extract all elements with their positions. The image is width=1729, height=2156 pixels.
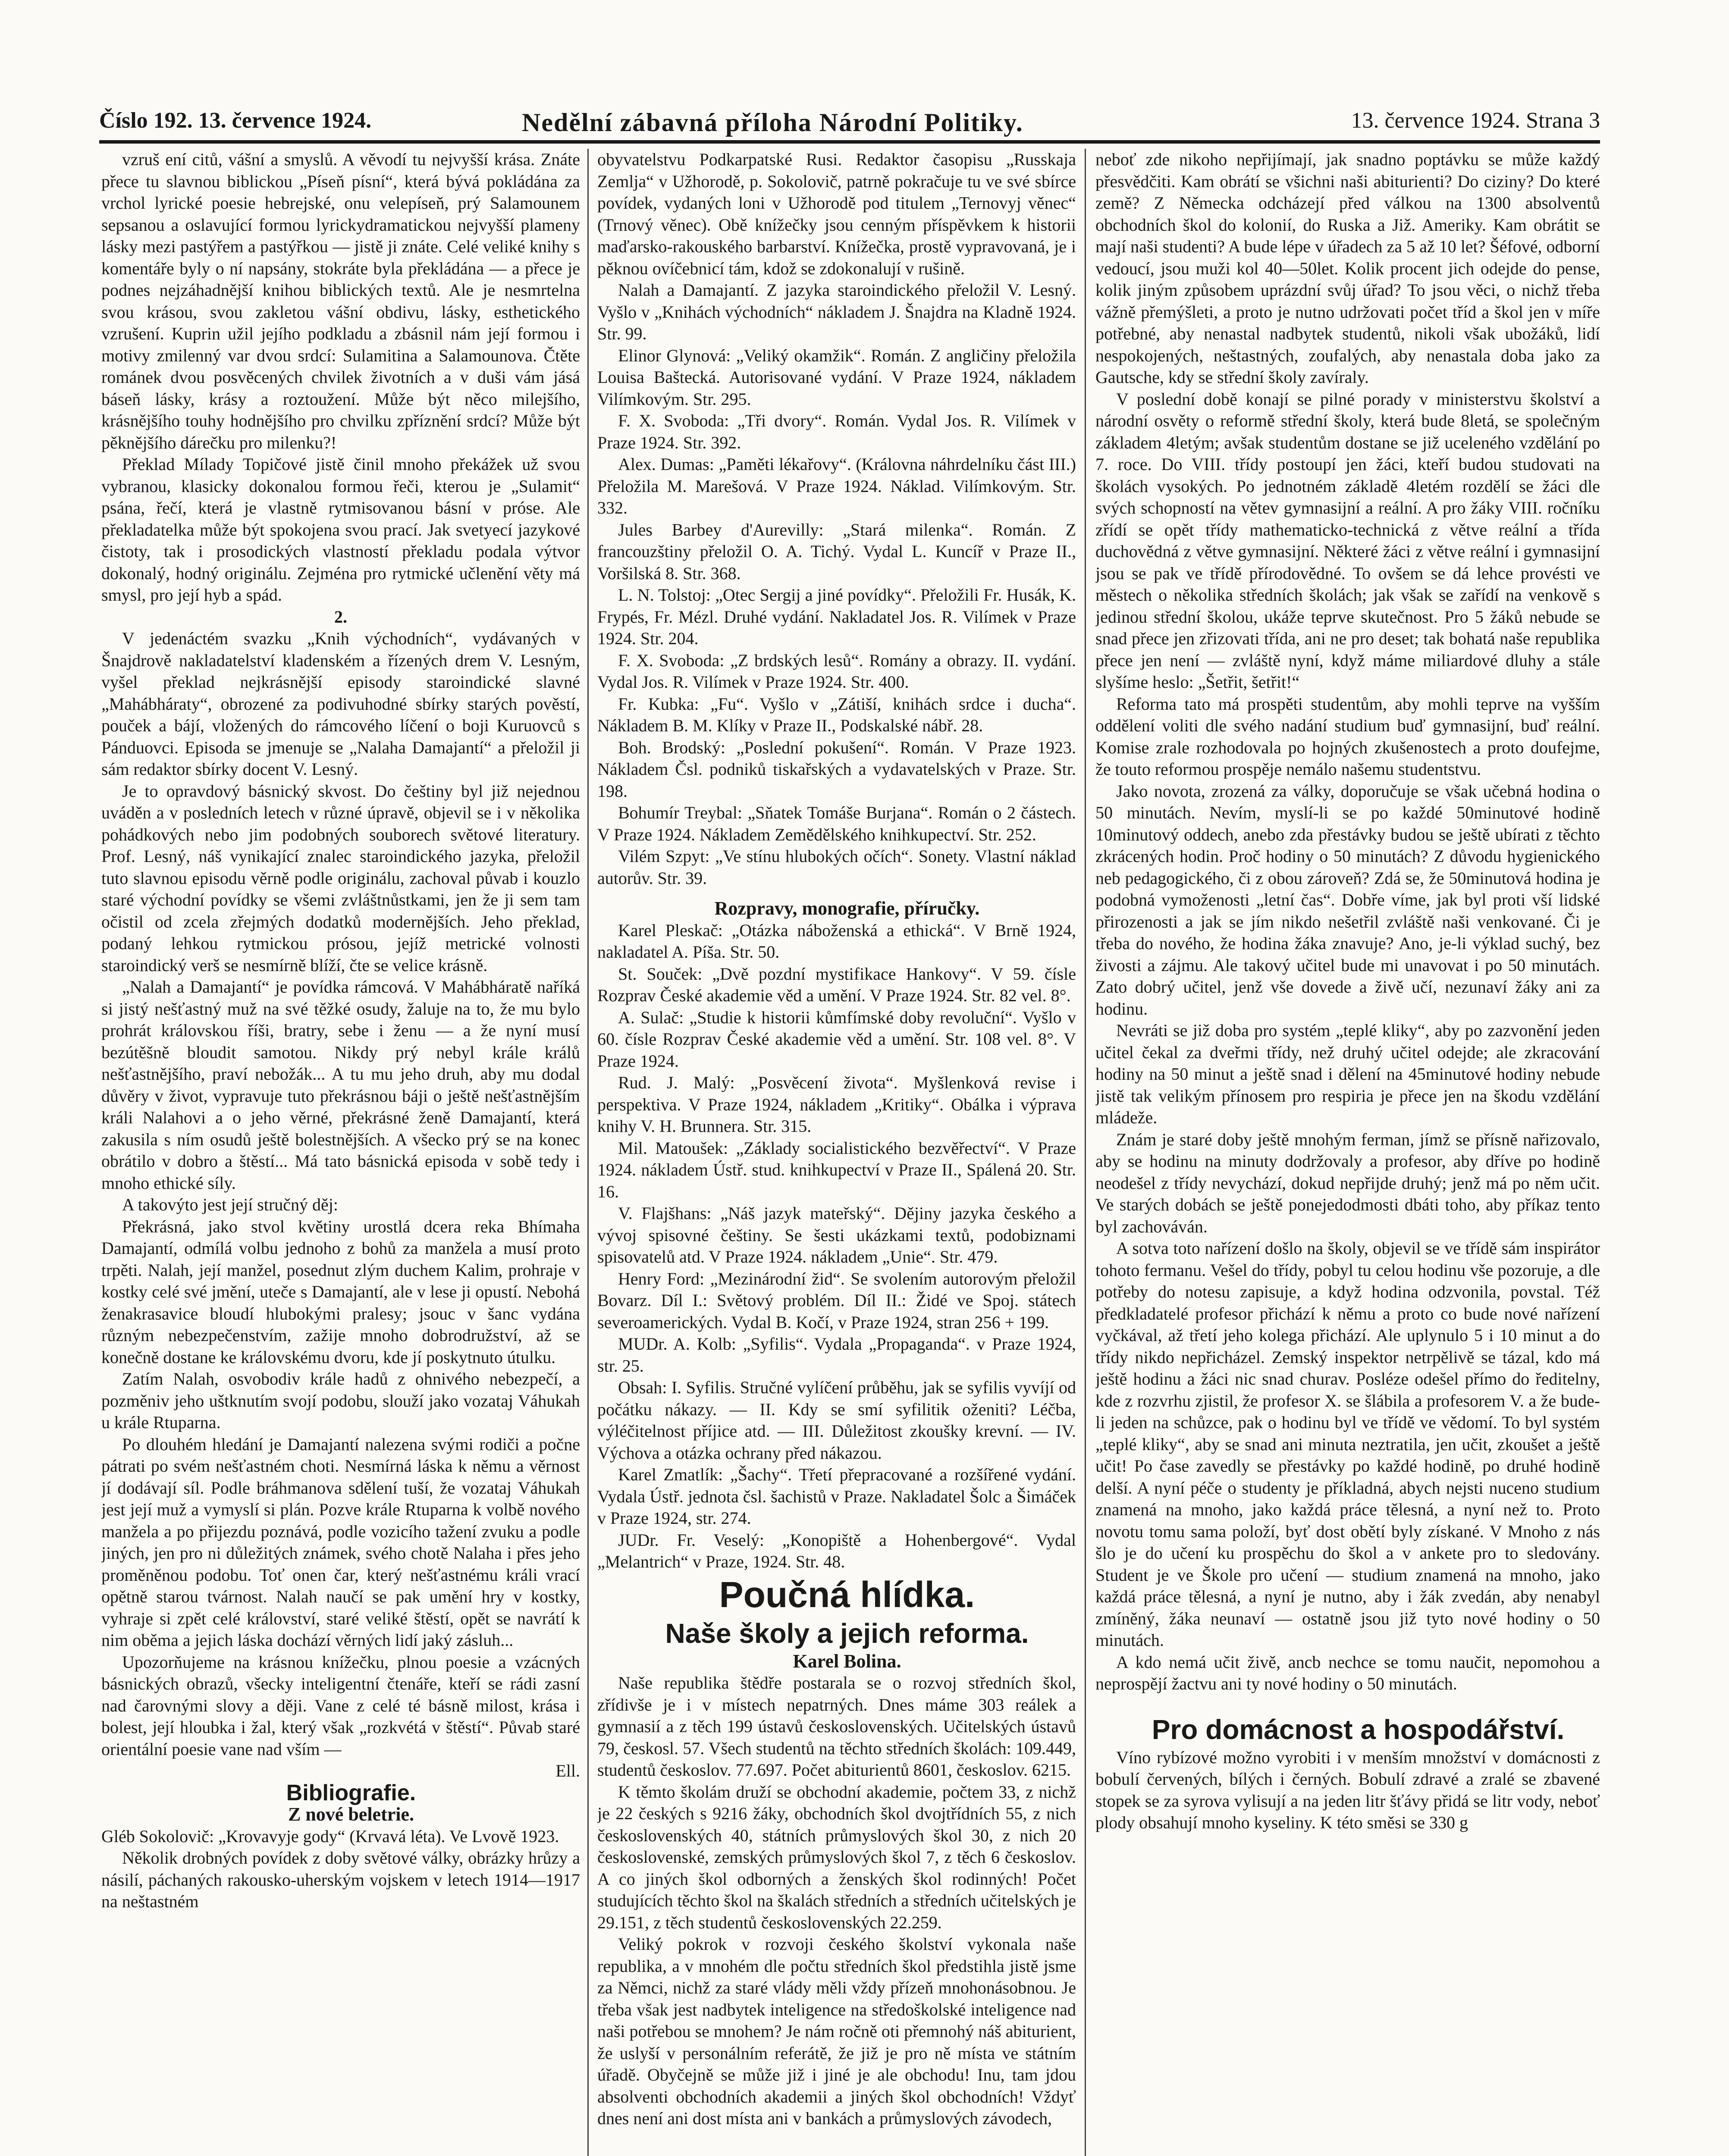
bibliography-entry: Karel Zmatlík: „Šachy“. Třetí přepracované a rozšířené vydání. Vydala Ústř. jednota čsl. šachistů v Praze. Nakladatel Šolc a Šimáček v Praze 1924, str. 274. bbox=[597, 1465, 1076, 1528]
bibliography-entry: A. Sulač: „Studie k historii kůmfímské doby revoluční“. Vyšlo v 60. čísle Rozprav České akademie věd a umění. Str. 108 vel. 8°. V Praze 1924. bbox=[597, 1007, 1076, 1071]
paragraph: obyvatelstvu Podkarpatské Rusi. Redaktor časopisu „Russkaja Zemlja“ v Užhorodě, p. Sokolovič, patrně pokračuje tu ve své sbírce povídek, vydaných loni v Užhorodě pod titulem „Ternovyj věnec“ (Trnový věnec). Obě knížečky jsou cenným příspěvkem k historii maďarsko-rakouského barbarství. Knížečka, prostě vypravovaná, je i pěknou ovíčebnicí tám, kdož se zdokonalují v rušině. bbox=[597, 150, 1076, 278]
issue-info: Číslo 192. 13. července 1924. bbox=[99, 108, 372, 133]
paragraph: Reforma tato má prospěti studentům, aby mohli teprve na vyšším oddělení voliti dle svého nadání studium buď gymnasijní, buď reální. Komise zrale rozhodovala po hojných zkušenostech a proto doufejme, že touto reformou prospěje nemálo našemu studentstvu. bbox=[1095, 694, 1600, 779]
bibliography-entry: L. N. Tolstoj: „Otec Sergij a jiné povídky“. Přeložili Fr. Husák, K. Frypés, Fr. Mézl. Druhé vydání. Nakladatel Jos. R. Vilímek v Praze 1924. Str. 204. bbox=[597, 585, 1076, 648]
bibliography-entry: Rud. J. Malý: „Posvěcení života“. Myšlenková revise i perspektiva. V Praze 1924, nákladem „Kritiky“. Obálka i výprava knihy V. H. Brunnera. Str. 315. bbox=[597, 1073, 1076, 1136]
paragraph: A kdo nemá učit živě, ancb nechce se tomu naučit, nepomohou a neprospějí žactvu ani ty nové hodiny o 50 minutách. bbox=[1095, 1652, 1600, 1693]
page-number: 13. července 1924. Strana 3 bbox=[1351, 108, 1600, 133]
bibliography-entry: Boh. Brodský: „Poslední pokušení“. Román. V Praze 1923. Nákladem Čsl. podniků tiskařských a vydavatelských v Praze. Str. 198. bbox=[597, 737, 1076, 801]
page-header bbox=[99, 108, 1600, 138]
paragraph: A sotva toto nařízení došlo na školy, objevil se ve třídě sám inspirátor tohoto fermanu. Vešel do třídy, pobyl tu celou hodinu vše pozoruje, a dle potřeby do notesu zapisuje, a když hodina odzvonila, povstal. Též předkladatelé profesor přichází k němu a proto co bude nové nařízení vyčkával, až třetí jeho kolega přichází. Ale uplynulo 5 i 10 minut a do třídy nikdo nepřicházel. Zemský inspektor netrpělivě se tázal, kdo má ještě hodinu a žáci nic snad churav. Posléze odešel přímo do ředitelny, kde z rozvrhu zjistil, že profesor X. se šlábila a profesorem V. a že bude-li jeden na schůzce, pak o hodinu byl ve třídě ve vědomí. To byl systém „teplé kliky“, aby se snad ani minuta neztratila, jen učit, zkoušet a ještě učit! Po čase zavedly se přestávky po každé hodině, po druhé hodině delší. A nyní péče o studenty je příkladná, abych nejsti nuceno studium znamená na mnoho, jako každá práce tělesná, a nyní než to. Proto novotu tomu sama položí, byť dost obětí byly získané. V Mnoho z nás šlo je do učení ku prospěchu do škol a v ankete pro to sledovány. Student je ve Škole pro učení — studium znamená na mnoho, jako každá práce tělesná, a nyní je nutno, aby i žák zvedán, aby nenabyl zmíněný, žáka neunaví — ostatně jsou již tyto nové hodiny o 50 minutách. bbox=[1095, 1238, 1600, 1650]
paragraph: Nevráti se již doba pro systém „teplé kliky“, aby po zazvonění jeden učitel čekal za dveřmi třídy, než druhý učitel odejde; ale zkracování hodiny na 50 minut a ještě snad i dělení na 45minutové hodiny nebude jistě tak velikým přínosem pro respiria je přece jen na škodu vzdělání mládeže. bbox=[1095, 1021, 1600, 1127]
section-title-domacnost: Pro domácnost a hospodářství. bbox=[1152, 1714, 1565, 1745]
bibliography-entry: Gléb Sokolovič: „Krovavyje gody“ (Krvavá léta). Ve Lvově 1923. bbox=[101, 1826, 559, 1846]
paragraph: K těmto školám druží se obchodní akademie, počtem 33, z nichž je 22 českých s 9216 žáky, obchodních škol dvojtřídních 55, z nich československých 40, státních průmyslových škol 30, z nich 20 československé, zemských průmyslových škol 7, z těch 6 českoslov. A co jiných škol odborných a ženských škol rodinných! Počet studujících těchto škol na škalách středních a středních učitelských je 29.151, z těch studentů československých 22.259. bbox=[597, 1782, 1076, 1932]
bibliography-entry: F. X. Svoboda: „Tři dvory“. Román. Vydal Jos. R. Vilímek v Praze 1924. Str. 392. bbox=[597, 411, 1076, 452]
bibliography-entry: Elinor Glynová: „Veliký okamžik“. Román. Z angličiny přeložila Louisa Baštecká. Autorisované vydání. V Praze 1924, nákladem Vilímkovým. Str. 295. bbox=[597, 345, 1076, 409]
section-subheading: Rozpravy, monografie, příručky. bbox=[714, 898, 980, 919]
article-title: Naše školy a jejich reforma. bbox=[665, 1617, 1029, 1649]
paragraph: Překlad Mílady Topičové jistě činil mnoho překážek už svou vybranou, klasicky dokonalou formou řeči, kterou je „Sulamit“ psána, řečí, která je vlastně rytmisovanou básní v próse. Ale překladatelka může být spokojena svou prací. Jak svetyecí jazykové čistoty, tak i prosodických vlastností překladu podala výtvor dokonalý, hodný originálu. Zejména pro rytmické učlenění věty má smysl, pro její hyb a spád. bbox=[101, 454, 580, 605]
header-rule bbox=[99, 140, 1600, 144]
bibliography-entry: Karel Pleskač: „Otázka náboženská a ethická“. V Brně 1924, nakladatel A. Píša. Str. 50. bbox=[597, 920, 1076, 962]
bibliography-entry: Bohumír Treybal: „Sňatek Tomáše Burjana“. Román o 2 částech. V Praze 1924. Nákladem Zemědělského knihkupectví. Str. 252. bbox=[597, 803, 1076, 844]
bibliography-entry: JUDr. Fr. Veselý: „Konopiště a Hohenbergové“. Vydal „Melantrich“ v Praze, 1924. Str. 48. bbox=[597, 1530, 1076, 1571]
paragraph: Naše republika štědře postarala se o rozvoj středních škol, zřídivše je i v místech nepatrných. Dnes máme 303 reálek a gymnasií a z těch 199 ústavů československých. Učitelských ústavů 79, českosl. 57. Všech studentů na těchto středních školách: 109.449, studentů českoslov. 77.697. Počet abiturientů 8601, českoslov. 6215. bbox=[597, 1673, 1076, 1780]
publication-title: Nedělní zábavná příloha Národní Politiky. bbox=[522, 108, 1023, 137]
bibliography-entry: Mil. Matoušek: „Základy socialistického bezvěřectví“. V Praze 1924. nákladem Ústř. stud. knihkupectví v Praze II., Spálená 20. Str. 16. bbox=[597, 1138, 1076, 1201]
paragraph: vzruš ení citů, vášní a smyslů. A věvodí tu nejvyšší krása. Znáte přece tu slavnou biblickou „Píseň písní“, která bývá pokládána za vrchol lyrické poesie hebrejské, onu velepíseň, prý Salamounem sepsanou a oslavující formou lyrickydramatickou nejvyšší plameny lásky mezi pastýřem a pastýřkou — jistě ji znáte. Celé veliké knihy s komentáře byly o ní napsány, stokráte byla překládána — a přece je podnes nejzáhadnější knihou biblických textů. Ale je nesmrtelna svou krásou, svou zakletou vášní obdivu, lásky, esthetického vzrušení. Kuprin užil jejího podkladu a zbásnil nám její formou i motivy zmilenný var dvou srdcí: Sulamitina a Salamounova. Čtěte románek dvou posvěcených chvilek životních a v duši vám jásá báseň lásky, krásy a roztoužení. Může být něco milejšího, krásnějšího touhy hodnějšího pro chvilku zpříznění srdcí? Může být pěknějšího dárečku pro milenku?! bbox=[101, 150, 580, 452]
paragraph: Zatím Nalah, osvobodiv krále hadů z ohnivého nebezpečí, a pozměniv jeho uštknutím svojí podobu, slouží jako vozataj Váhukah u krále Rtuparna. bbox=[101, 1369, 580, 1432]
bibliography-entry: V. Flajšhans: „Náš jazyk mateřský“. Dějiny jazyka českého a vývoj spisovné češtiny. Se šesti ukázkami textů, podobiznami spisovatelů atd. V Praze 1924. nákladem „Unie“. Str. 479. bbox=[597, 1203, 1076, 1266]
paragraph: Několik drobných povídek z doby světové války, obrázky hrůzy a násilí, páchaných rakousko-uherským vojskem v letech 1914—1917 na neštastném bbox=[101, 1848, 580, 1911]
bibliography-entry: MUDr. A. Kolb: „Syfilis“. Vydala „Propaganda“. v Praze 1924, str. 25. bbox=[597, 1334, 1076, 1376]
bibliography-entry: Henry Ford: „Mezinárodní žid“. Se svolením autorovým přeložil Bovarz. Díl I.: Světový problém. Díl II.: Židé ve Spoj. státech severoamerických. Vydal B. Kočí, v Praze 1924, stran 256 + 199. bbox=[597, 1269, 1076, 1332]
paragraph: A takovýto jest její stručný děj: bbox=[122, 1195, 339, 1214]
section-heading-bibliography: Bibliografie. bbox=[286, 1780, 416, 1805]
section-title-poucna-hlidka: Poučná hlídka. bbox=[719, 1574, 975, 1615]
column-3 bbox=[1095, 149, 1600, 2156]
paragraph: V jedenáctém svazku „Knih východních“, vydávaných v Šnajdrově nakladatelství kladenském a řízených drem V. Lesným, vyšel překlad nejkrásnější episody staroindické slavné „Mahábháraty“, obrozené za podivuhodné sbírky starých pověstí, pouček a bájí, vložených do rámcového líčení o boji Kuruovců s Pánduovci. Episoda se jmenuje se „Nalaha Damajantí“ a přeložil ji sám redaktor sbírky docent V. Lesný. bbox=[101, 629, 580, 779]
paragraph: Je to opravdový básnický skvost. Do češtiny byl již nejednou uváděn a v posledních letech v různé úpravě, objevil se i v několika pohádkových nebo jim podobných souborech světové literatury. Prof. Lesný, náš vynikající znalec staroindického jazyka, přeložil tuto slavnou episodu věrně podle originálu, zachoval půvab i kouzlo staré východní povídky se všemi zvláštnůstkami, jen že ji sem tam očistil od zcela zřejmých dodatků modernějších. Jeho překlad, podaný lehkou rytmickou prósou, jejíž metrické volnosti staroindický verš se nesmírně blíží, čte se velice krásně. bbox=[101, 781, 580, 975]
paragraph: Znám je staré doby ještě mnohým ferman, jímž se přísně nařizovalo, aby se hodinu na minuty dodržovaly a profesor, aby dříve po hodině neodešel z třídy nevychází, dokud nepřijde druhý; jenž má po něm učit. Ve starých dobách se ještě ponejedodmosti dbáti toho, aby příkaz tento byl zachováván. bbox=[1095, 1129, 1600, 1236]
article-author: Karel Bolina. bbox=[793, 1650, 901, 1672]
bibliography-entry: F. X. Svoboda: „Z brdských lesů“. Romány a obrazy. II. vydání. Vydal Jos. R. Vilímek v Praze 1924. Str. 400. bbox=[597, 650, 1076, 692]
section-subheading: Z nové beletrie. bbox=[288, 1804, 414, 1825]
column-divider bbox=[1085, 149, 1086, 2156]
bibliography-entry: Nalah a Damajantí. Z jazyka staroindického přeložil V. Lesný. Vyšlo v „Knihách východních“ nákladem J. Šnajdra na Kladně 1924. Str. 99. bbox=[597, 280, 1076, 343]
paragraph: Po dlouhém hledání je Damajantí nalezena svými rodiči a počne pátrati po svém nešťastném choti. Nesmírná láska k němu a věrnost jí dodávají síl. Podle bráhmanova sdělení tuší, že vozataj Váhukah jest její muž a vymyslí si plán. Pozve krále Rtuparna k volbě nového manžela a po přijezdu poznává, podle vozicího tažení zvuku a podle jiných, jen pro ni důležitých známek, svého chotě Nalaha i přes jeho proměněnou podobu. Toť onen čar, který nešťastnému králi vrací opětně starou tvárnost. Nalah naučí se pak umění hry v kostky, vyhraje si zpět celé království, staré veliké štěstí, opět se navrátí k nim oběma a jejich láska dochází věrných lidí jaký zásluh... bbox=[101, 1434, 580, 1650]
section-number: 2. bbox=[334, 607, 347, 627]
paragraph: „Nalah a Damajantí“ je povídka rámcová. V Mahábháratě naříká si jistý nešťastný muž na své těžké osudy, žaluje na to, že mu bylo prohrát královskou říši, bratry, sebe i ženu — a že nyní musí bezútěšně bloudit samotou. Nikdy prý nebyl krále králů nešťastnějšího, praví nebožák... A tu mu jeho druh, aby mu dodal důvěry v život, vypravuje tuto překrásnou báji o ještě nešťastnějším králi Nalahovi a o jeho věrné, překrásné ženě Damajantí, která zakusila s ním osudů ještě bolestnějších. A všecko prý se na konec obrátilo v dobro a štěstí... Má tato básnická episoda v sobě tedy i mnoho ethické síly. bbox=[101, 977, 580, 1193]
bibliography-entry: Vilém Szpyt: „Ve stínu hlubokých očích“. Sonety. Vlastní náklad autorův. Str. 39. bbox=[597, 846, 1076, 888]
column-divider bbox=[587, 149, 589, 2156]
bibliography-entry: Alex. Dumas: „Paměti lékařovy“. (Královna náhrdelníku část III.) Přeložila M. Marešová. V Praze 1924. Náklad. Vilímkovým. Str. 332. bbox=[597, 454, 1076, 517]
signature: Ell. bbox=[555, 1761, 580, 1780]
paragraph: V poslední době konají se pilné porady v ministerstvu školství a národní osvěty o reformě střední školy, která bude 8letá, se společným základem 4letým; avšak studentům dostane se již uceleného vzdělání po 7. roce. Do VIII. třídy postoupí jen žáci, kteří budou studovati na školách vysokých. Po jednotném základě 4letém rozdělí se žáci dle svých schopností na větev gymnasijní a reální. A pro žáky VIII. ročníku zřídí se opět třídy mathematicko-technická z větve reální a třída duchovědná z větve gymnasijní. Některé žáci z větve reální i gymnasijní jsou se pak ve třídě přírodovědné. To ovšem se dá lehce provésti ve městech o několika středních školách; jak však se zařídí na venkově s jedinou střední školou, ukáže teprve skutečnost. Pro 5 žáků nebude se snad přece jen zřizovati třída, ani ne pro deset; tak bohatá naše republika přece jen není — zvláště nyní, když máme miliardové dluhy a stále slyšíme heslo: „Šetřit, šetřit!“ bbox=[1095, 389, 1600, 692]
paragraph: Upozorňujeme na krásnou knížečku, plnou poesie a vzácných básnických obrazů, všecky inteligentní čtenáře, kteří se rádi zasní nad čarovnými slovy a ději. Vane z celé té básně milost, krása i bolest, její hloubka i žal, který však „rozkvétá v štěstí“. Půvab staré orientální poesie vane nad vším — bbox=[101, 1652, 580, 1759]
paragraph: Veliký pokrok v rozvoji českého školství vykonala naše republika, a v mnohém dle počtu středních škol předstihla jistě jsme za Němci, nichž za staré vlády měli vždy přízeň mnohonásobnou. Je třeba však jest nadbytek inteligence na středoškolské inteligence nad naši potřebou se mnohem? Je nám ročně oti přemnohý náš abiturient, že uslyší v personálním referátě, že již je pro ně místa ve státním úřadě. Obyčejně se může již i jiné je ale obchodu! Inu, tam jdou absolventi obchodních akademii a jiných škol obchodních! Vždyť dnes není ani dost místa ani v bankách a průmyslových závodech, bbox=[597, 1934, 1076, 2128]
paragraph: Překrásná, jako stvol květiny urostlá dcera reka Bhímaha Damajantí, odmílá volbu jednoho z bohů za manžela a musí proto trpěti. Nalah, její manžel, posednut zlým duchem Kalim, prohraje v kostky celé své jmění, uteče s Damajantí, ale v lese ji opustí. Nebohá ženakrasavice bloudí hlubokými pralesy; jsouc v šanc vydána různým nebezpečenstvím, zažije mnoho dobrodružství, až se konečně dostane ke královskému dvoru, kde jí poskytnuto útulku. bbox=[101, 1216, 580, 1367]
bibliography-entry: Fr. Kubka: „Fu“. Vyšlo v „Zátiší, knihách srdce i ducha“. Nákladem B. M. Klíky v Praze II., Podskalské nábř. 28. bbox=[597, 694, 1076, 735]
paragraph: Obsah: I. Syfilis. Stručné vylíčení průběhu, jak se syfilis vyvíjí od počátku nákazy. — II. Kdy se smí syfilitik oženiti? Léčba, výléčitelnost příjice atd. — III. Důležitost zkoušky krevní. — IV. Výchova a otázka ochrany před nákazou. bbox=[597, 1378, 1076, 1463]
paragraph: Jako novota, zrozená za války, doporučuje se však učebná hodina o 50 minutách. Nevím, myslí-li se po každé 50minutové hodině 10minutový oddech, anebo zda přestávky budou se ještě ubírati z těchto zkrácených hodin. Proč hodiny o 50 minutách? Z důvodu hygienického neb pedagogického, či z obou zároveň? Zdá se, že 50minutová hodina je podobná vymoženosti „letní čas“. Dobře víme, jak byl proti vší lidské přirozenosti a jak se jím nikdo nešetřil zvláště naši venkované. Či je třeba do nového, že hodina žáka znavuje? Ano, je-li výklad suchý, bez živosti a zájmu. Ale takový učitel bude mi unavovat i po 50 minutách. Zato dobrý učitel, jenž vše dovede a živě učí, nezunaví žáky ani za hodinu. bbox=[1095, 781, 1600, 1018]
column-2 bbox=[597, 149, 1076, 2156]
paragraph: neboť zde nikoho nepřijímají, jak snadno poptávku se může každý přesvědčiti. Kam obrátí se všichni naši abiturienti? Do ciziny? Do které země? Z Německa odcházejí před válkou na 1300 absolventů obchodních škol do kolonií, do Ruska a Již. Ameriky. Kam obrátit se mají naši studenti? A bude lépe v úřadech za 5 až 10 let? Šéfové, odborní vedoucí, jsou muži kol 40—50let. Kolik procent jich odejde do pense, kolik jiným způsobem uprázdní svůj úřad? To jsou věci, o nichž třeba vážně přemýšleti, a proto je nutno udržovati počet tříd a škol jen v míře potřebné, aby nenastal nadbytek studentů, nikoli však ubožáků, lidí nespokojených, neštastných, zoufalých, aby nenastala doba jako za Gautsche, kdy se střední školy zavíraly. bbox=[1095, 150, 1600, 387]
column-1 bbox=[101, 149, 580, 2156]
bibliography-entry: Jules Barbey d'Aurevilly: „Stará milenka“. Román. Z francouzštiny přeložil O. A. Tichý. Vydal L. Kuncíř v Praze II., Voršilská 8. Str. 368. bbox=[597, 520, 1076, 583]
bibliography-entry: St. Souček: „Dvě pozdní mystifikace Hankovy“. V 59. čísle Rozprav České akademie věd a umění. V Praze 1924. Str. 82 vel. 8°. bbox=[597, 964, 1076, 1005]
paragraph: Víno rybízové možno vyrobiti i v menším množství v domácnosti z bobulí červených, bílých i černých. Bobulí zdravé a zralé se zbavené stopek se za syrova vylisují a na jeden litr šťávy přidá se litr vody, neboť plody obsahují mnoho kyseliny. K této směsi se 330 g bbox=[1095, 1747, 1600, 1832]
